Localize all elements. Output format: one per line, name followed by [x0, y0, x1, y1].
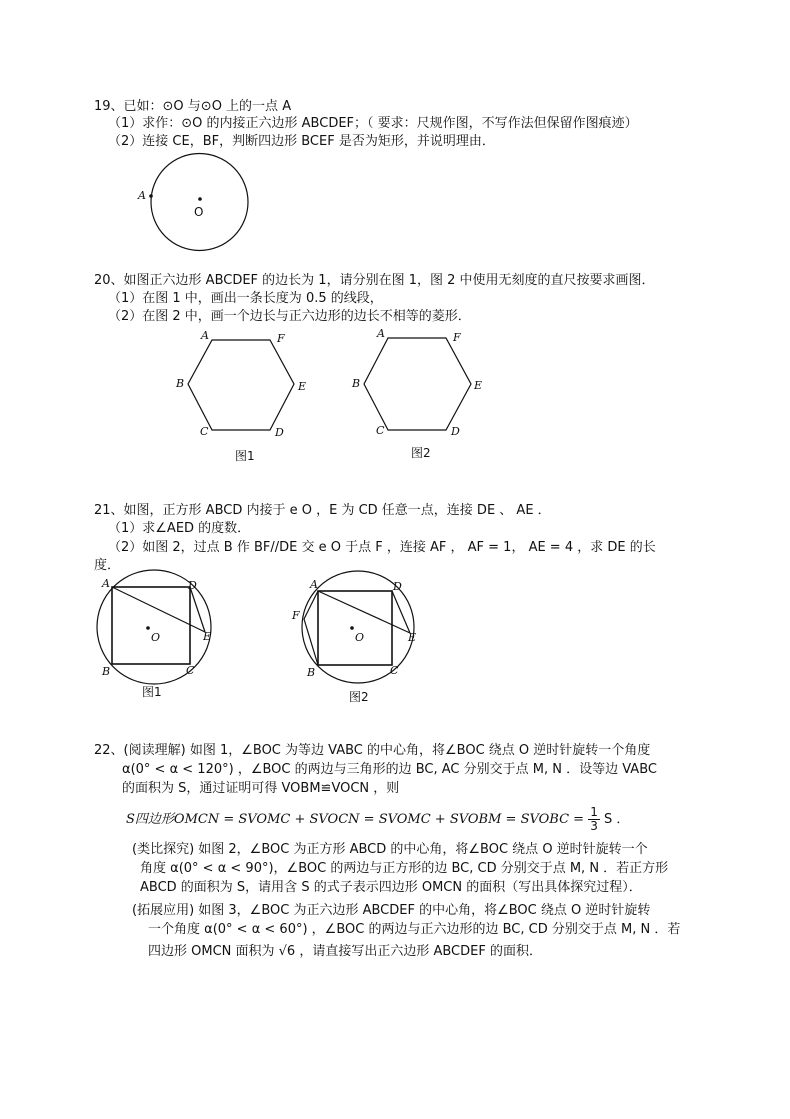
- q21-fig2-label-f: F: [292, 609, 300, 622]
- q21-part2-end: 度．: [94, 558, 121, 573]
- q22-fraction-numerator: 1: [590, 805, 598, 819]
- q22-line2: α(0° < α < 120°) ，∠BOC 的两边与三角形的边 BC, AC 分别交于点 M, N ．设等边 VABC: [122, 762, 657, 777]
- q20-fig2-label-d: D: [451, 425, 460, 438]
- q21-part2: （2）如图 2，过点 B 作 BF//DE 交 e O 于点 F ，连接 AF ， AF = 1， AE = 4 ，求 DE 的长: [108, 540, 656, 555]
- q21-fig1-square: [112, 587, 190, 664]
- q20-fig2-label-b: B: [352, 377, 361, 390]
- q21-fig1-label-b: B: [102, 665, 111, 678]
- q21-fig2-caption: 图2: [349, 690, 369, 704]
- q22-line8: (拓展应用) 如图 3，∠BOC 为正六边形 ABCDEF 的中心角，将∠BOC 绕点 O 逆时针旋转: [132, 903, 651, 918]
- q20-fig2-label-e: E: [474, 379, 483, 392]
- q22-formula-body: S四边形OMCN = SVOMC + SVOCN = SVOMC + SVOBM = SVOBC =: [126, 812, 585, 827]
- q21-fig2-label-o: O: [355, 631, 365, 644]
- q21-fig1-label-o: O: [151, 631, 161, 644]
- q21-fig2-center: [350, 626, 354, 630]
- q20-part1: （1）在图 1 中，画出一条长度为 0.5 的线段，: [108, 291, 383, 306]
- q21-fig1-label-c: C: [186, 664, 195, 677]
- q22-line7: ABCD 的面积为 S，请用含 S 的式子表示四边形 OMCN 的面积（写出具体探究过程）．: [140, 880, 642, 895]
- q20-fig1-label-e: E: [298, 380, 307, 393]
- q20-fig1-caption: 图1: [235, 449, 255, 463]
- q19-part1: （1）求作：⊙O 的内接正六边形 ABCDEF；（ 要求：尺规作图，不写作法但保留作图痕迹）: [108, 116, 638, 131]
- q20-title: 20、如图正六边形 ABCDEF 的边长为 1，请分别在图 1，图 2 中使用无刻度的直尺按要求画图．: [94, 273, 655, 288]
- q22-line5: (类比探究) 如图 2，∠BOC 为正方形 ABCD 的中心角，将∠BOC 绕点 O 逆时针旋转一个: [132, 842, 648, 857]
- q21-fig2-label-a: A: [310, 578, 318, 591]
- q20-fig2-label-a: A: [377, 327, 385, 340]
- q22-line3: 的面积为 S，通过证明可得 VOBM≌VOCN ，则: [122, 781, 400, 796]
- q21-part1: （1）求∠AED 的度数．: [108, 521, 251, 536]
- q22-line9: 一个角度 α(0° < α < 60°) ，∠BOC 的两边与正六边形的边 BC, CD 分别交于点 M, N ．若: [148, 922, 681, 937]
- q22-fraction-denominator: 3: [590, 819, 598, 833]
- q21-fig1-center: [146, 626, 150, 630]
- q22-formula: [126, 806, 629, 833]
- q19-part2: （2）连接 CE，BF，判断四边形 BCEF 是否为矩形，并说明理由．: [108, 134, 495, 149]
- q20-fig2-label-f: F: [453, 331, 461, 344]
- q19-label-a: A: [138, 189, 146, 202]
- q21-fig2-line-ae: [318, 591, 410, 633]
- q20-fig1-label-f: F: [277, 332, 285, 345]
- q22-line10: 四边形 OMCN 面积为 √6 ，请直接写出正六边形 ABCDEF 的面积．: [148, 944, 542, 959]
- q21-fig2-label-c: C: [390, 664, 399, 677]
- q22-line1: 22、(阅读理解) 如图 1，∠BOC 为等边 VABC 的中心角，将∠BOC 绕点 O 逆时针旋转一个角度: [94, 743, 651, 758]
- q21-fig2-label-b: B: [307, 666, 316, 679]
- q20-fig2-label-c: C: [376, 424, 385, 437]
- q21-fig2-square: [318, 591, 392, 665]
- q21-fig1-label-a: A: [102, 577, 110, 590]
- q21-fig1-line-ae: [112, 587, 205, 632]
- q19-title: 19、已如：⊙O 与⊙O 上的一点 A: [94, 99, 292, 114]
- q22-formula-tail: S ．: [604, 812, 630, 827]
- q20-fig2-caption: 图2: [411, 446, 431, 460]
- q21-fig1-label-d: D: [188, 579, 197, 592]
- q21-fig1-label-e: E: [203, 630, 212, 643]
- q22-formula-fraction: [588, 806, 600, 833]
- q20-fig1-label-a: A: [201, 329, 209, 342]
- q22-line6: 角度 α(0° < α < 90°)，∠BOC 的两边与正方形的边 BC, CD 分别交于点 M, N ．若正方形: [140, 861, 669, 876]
- q20-fig1-label-d: D: [275, 426, 284, 439]
- q19-label-o: O: [194, 205, 204, 219]
- q21-title: 21、如图，正方形 ABCD 内接于 e O ，E 为 CD 任意一点，连接 DE 、 AE ．: [94, 503, 551, 518]
- q21-fig1-caption: 图1: [142, 685, 162, 699]
- q21-fig2-label-e: E: [408, 631, 417, 644]
- q21-fig2-line-de: [392, 591, 410, 633]
- q20-fig1-label-b: B: [176, 377, 185, 390]
- q20-fig1-label-c: C: [200, 425, 209, 438]
- q21-fig2-label-d: D: [393, 580, 402, 593]
- q20-part2: （2）在图 2 中，画一个边长与正六边形的边长不相等的菱形．: [108, 309, 471, 324]
